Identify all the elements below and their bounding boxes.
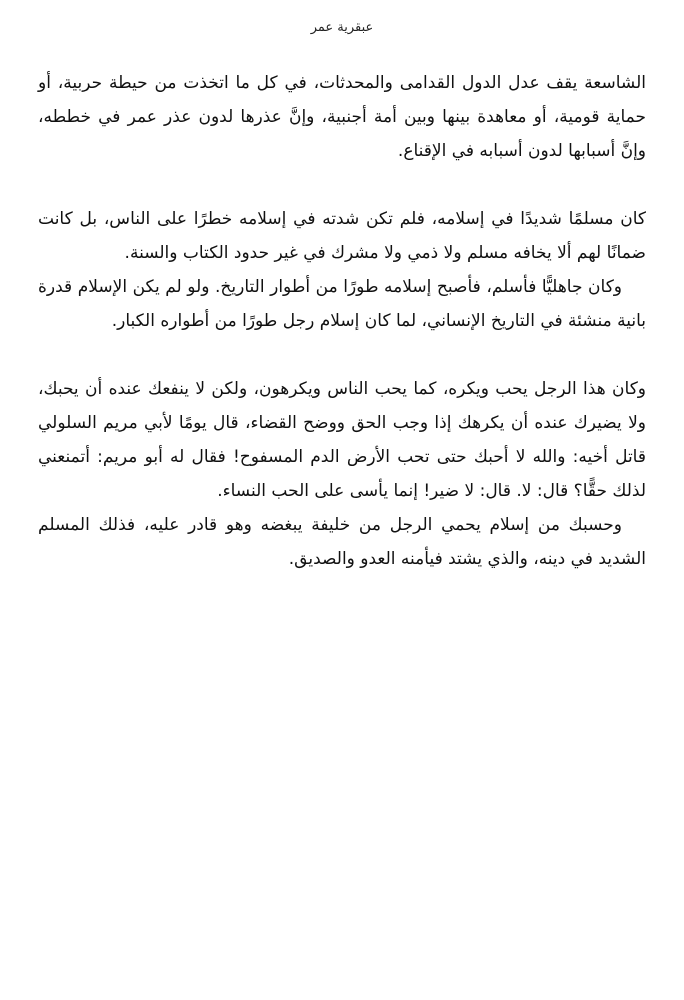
paragraph-gap xyxy=(38,338,646,372)
paragraph-4: وكان هذا الرجل يحب ويكره، كما يحب الناس ويكرهون، ولكن لا ينفعك عنده أن يحبك، ولا يضيرك عنده أن يكرهك إذا وجب الحق ووضح القضاء، قال يومًا لأبي مريم السلولي قاتل أخيه: والله لا أحبك حتى تحب الأرض الدم المسفوح! فقال له أبو مريم: أتمنعني لذلك حقًّا؟ قال: لا. قال: لا ضير! إنما يأسى على الحب النساء. xyxy=(38,379,646,501)
running-header-title: عبقرية عمر xyxy=(310,20,374,35)
paragraph-1: الشاسعة يقف عدل الدول القدامى والمحدثات، في كل ما اتخذت من حيطة حربية، أو حماية قومية، أو معاهدة بينها وبين أمة أجنبية، وإنَّ عذرها لدون عذر عمر في خططه، وإنَّ أسبابها لدون أسبابه في الإقناع. xyxy=(38,73,646,161)
page-body xyxy=(38,66,646,576)
paragraph-5: وحسبك من إسلام يحمي الرجل من خليفة يبغضه وهو قادر عليه، فذلك المسلم الشديد في دينه، والذي يشتد فيأمنه العدو والصديق. xyxy=(38,515,646,569)
paragraph-2: كان مسلمًا شديدًا في إسلامه، فلم تكن شدته في إسلامه خطرًا على الناس، بل كانت ضمانًا لهم ألا يخافه مسلم ولا ذمي ولا مشرك في غير حدود الكتاب والسنة. xyxy=(38,209,646,263)
paragraph-3: وكان جاهليًّا فأسلم، فأصبح إسلامه طورًا من أطوار التاريخ. ولو لم يكن الإسلام قدرة بانية منشئة في التاريخ الإنساني، لما كان إسلام رجل طورًا من أطواره الكبار. xyxy=(38,277,646,331)
paragraph-gap xyxy=(38,168,646,202)
